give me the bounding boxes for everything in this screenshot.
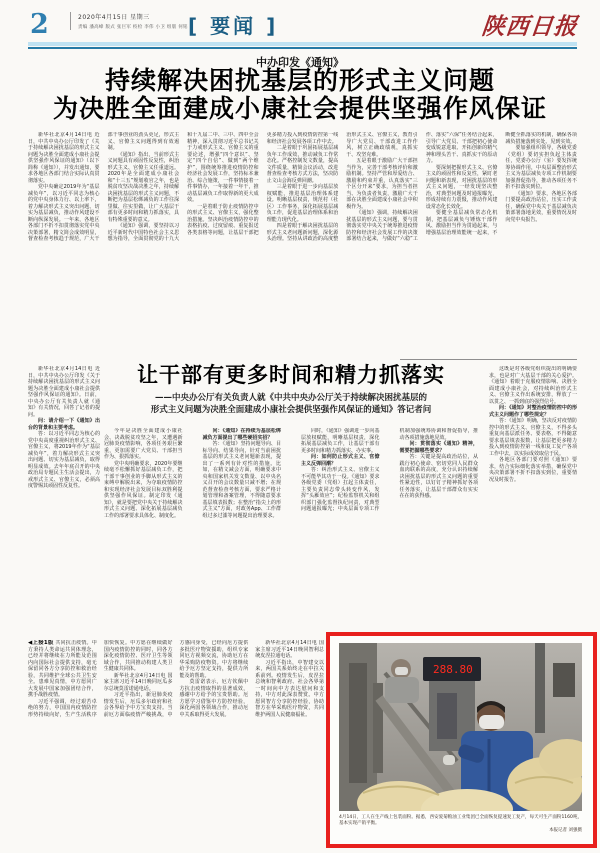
paragraph: 要深刻把握形式主义、官僚主义的顽固性和反复性，紧盯老问题和新表现，对困扰基层的形式主义问题，一经发现坚决整治，对典型问题及时通报曝光，形成持续有力震慑，推动作风建设常态化长效化。	[425, 164, 498, 210]
paragraph: 问：《通知》对整治疫情防控中的形式主义问题作了哪些规定？	[489, 405, 577, 418]
paragraph: 答：纠治形式主义、官僚主义不可能毕其功于一役。《通知》要求各级党委（党组）扛起主体责任，主要负责同志带头转变作风，发挥“头雁效应”；纪检监察机关和组织部门强化监督执纪问责，对典型问题通报曝光；中央层面专项工作机制加强统筹协调和督促指导，推动各项措施落地见效。	[301, 428, 478, 512]
paragraph: 习近平强调，经过艰苦卓绝的努力，中国国内疫情防控形势持续向好，生产生活秩序加快恢复。中方愿在继续做好国内疫情防控的同时，同各方深化疫情防控、医疗卫生等领域合作，共同推动构建人类卫生健康共同体。	[28, 640, 173, 718]
header-rule-dark	[28, 47, 577, 49]
paragraph: 新华社北京4月14日电 近日，中共中央办公厅印发了《关于持续解决困扰基层的形式主义问题为决胜全面建成小康社会提供坚强作风保证的通知》（以下简称《通知》），并发出通知，要求各地区各部门结合实际认真贯彻落实。	[28, 132, 100, 184]
article1-body	[28, 132, 577, 358]
article2-subtitle-line2: 形式主义问题为决胜全面建成小康社会提供坚强作风保证的通知》答记者问	[150, 404, 432, 415]
article2-body	[104, 428, 478, 632]
paragraph: 要健全基层减负常态化机制，把基层减负与锤炼干部作风、激励担当作为贯通起来，与增强基层治理效能统一起来，不断健全抓落实的机制，确保各项减负措施落到实处、见到实效。	[425, 132, 577, 236]
paragraph: 《通知》要求，各地区各部门要提高政治站位，压实工作责任，确保党中央关于基层减负决策部署落地见效，重要情况及时向党中央报告。	[505, 190, 577, 223]
date-line: 2020年4月15日 星期三	[78, 14, 150, 21]
continued-article-paragraphs	[28, 640, 324, 718]
paragraph: 五是着眼于激励广大干部担当作为，完善干部考核评价和激励机制。坚持严管和厚爱结合、激励和约束并重，认真落实“三个区分开来”要求，为担当者担当、为负责者负责，激励广大干部在决胜全面建成小康社会中积极作为。	[346, 158, 418, 210]
paragraph: 新华社北京4月14日电 近日，中共中央办公厅印发《关于持续解决困扰基层的形式主义问题为决胜全面建成小康社会提供坚强作风保证的通知》。日前，中央办公厅有关负责人就《通知》有关情况，回答了记者的提问。	[28, 366, 100, 418]
paragraph: 习近平指出，中智建交以来，两国关系始终走在中拉关系前列。疫情发生后，皮涅拉总统和智利政府、社会各界第一时间向中方表达慰问和支持，中方对此深表赞赏。中方愿同智方分享防控经验，协助智方在华采购医疗物资，共同维护两国人民健康福祉。	[255, 659, 324, 718]
page-number: 2	[30, 9, 49, 40]
column-divider-rule	[400, 359, 577, 360]
date-block	[70, 12, 188, 30]
paragraph: 答：《通知》坚持问题导向、目标导向、结果导向，针对当前困扰基层的形式主义老问题新表现，提出了一系列有针对性的措施。比如，在精文减会方面，明确要求中央和国家机关发文数量、以中央名义召开的会议数量只减不增；在规范督查检查考核方面，要求严格计划管理和备案管理，不得随意要求基层填表报数；在整治“指尖上的形式主义”方面，对政务App、工作群组过多过滥等问题提出治理要求。	[202, 441, 281, 519]
article2-lead-column	[28, 366, 100, 632]
paragraph: 问：贯彻落实《通知》精神，需要把握哪些要求？	[399, 441, 478, 454]
masthead-logo: 陕西日报	[480, 13, 580, 40]
article1-title-line2: 为决胜全面建成小康社会提供坚强作风保证	[52, 94, 547, 123]
paragraph: 问：请介绍一下《通知》出台的背景和主要考虑。	[28, 418, 100, 431]
paragraph: 一是着眼于防止疫情防控中的形式主义、官僚主义，强化整治措施。坚决纠治疫情防控中的表格抗疫、过度留痕、重复报送各类表格等问题，让基层干部把更多精力投入到疫情防控第一线和经济社会发展各项工作中去。	[187, 132, 339, 236]
article2-headline-block	[104, 362, 478, 416]
paragraph: 问：如何防止形式主义、官僚主义反弹回潮？	[301, 454, 380, 467]
paragraph: 答：关键是提高政治站位，从践行初心使命、密切党同人民群众血肉联系的高度，充分认识持续解决困扰基层的形式主义问题的重要性紧迫性，以钉钉子精神抓好各项任务落实，让基层干部群众有实实在在的获得感。	[399, 454, 478, 499]
continued-from-page-1-marker: ◀上接1版	[28, 640, 54, 646]
paragraph: 四是着眼于解决困扰基层的形式主义老问题新问题，深化源头治理。坚持从讲政治的高度整治形式主义、官僚主义，教育引导广大党员、干部改进工作作风，树立正确政绩观，真抓实干、攻坚克难。	[266, 132, 418, 242]
article2-subtitle	[104, 393, 478, 416]
editor-credits: 责编 潘高峰 版式 张巨军 校检 李伟 小卫 组版 何铭	[78, 25, 188, 30]
paragraph: 新华社北京4月14日电 国家主席习近平14日晚同厄瓜多尔总统莫雷诺通电话。	[103, 672, 173, 692]
paragraph: 问：《通知》在持续为基层松绑减负方面提出了哪些硬招实招？	[202, 428, 281, 441]
section-label: [ 要闻 ]	[188, 14, 279, 38]
paragraph: 答：《通知》明确，坚决反对疫情防控中的形式主义、官僚主义，不得多头重复向基层派任务、要表格，不得随意要求基层填表报数，让基层把更多精力投入到疫情防控第一线和复工复产各项工作中去，以实际成效取信于民。	[489, 418, 577, 457]
paragraph: 《通知》强调，要坚持以习近平新时代中国特色社会主义思想为指导，全面贯彻党的十九大和十九届二中、三中、四中全会精神，深入贯彻习近平总书记关于力戒形式主义、官僚主义的重要论述，增强“四个意识”、坚定“四个自信”、做到“两个维护”，围绕统筹推进疫情防控和经济社会发展工作，坚持标本兼治、综合施策，一件事情接着一件事情办，一年接着一年干，推动基层减负工作取得新的更大成效。	[107, 132, 259, 242]
news-photo	[339, 643, 582, 811]
paragraph: 党中央确定2019年为“基层减负年”，以习近平同志为核心的党中央身体力行、以上率下，着力解决形式主义突出问题、切实为基层减负，推动作风建设不断向纵深发展。一年来，各地区各部门不折不扣贯彻落实党中央决策部署，精文简会成效明显，督查检查考核趋于规范，广大干部干事创业的劲头更足，形式主义、官僚主义问题得到有效遏制。	[28, 132, 180, 242]
paragraph: 《通知》指出，当前形式主义问题具有顽固性反复性，纠治形式主义、官僚主义任重道远。2020年是全面建成小康社会和“十三五”规划收官之年，也是脱贫攻坚决战决胜之年，持续解决困扰基层的形式主义问题，不断把为基层松绑减负的工作往深里做、往实里做，让广大基层干部有更多时间和精力抓落实，具有特殊重要的意义。	[107, 151, 180, 223]
article1-kicker: 中办印发《通知》	[256, 56, 344, 69]
paragraph: 二是着眼于巩固拓展基层减负年工作成效，推动减负工作常态化。严格控制发文数量，提高文件质量，精简会议活动，改进督查检查考核方式方法，坚决防止文山会海反弹回潮。	[266, 145, 339, 184]
paragraph: 要加强组织领导，各级党委（党组）要切实担负起主体责任，党委办公厅（室）要发挥统筹协调作用，中央层面整治形式主义为基层减负专项工作机制要加强督促指导，推动各项任务不折不扣落实到位。	[505, 145, 577, 190]
article2-subtitle-line1: ——中央办公厅有关负责人就《中共中央办公厅关于持续解决困扰基层的	[154, 393, 427, 403]
led-display-value: 288.80	[433, 663, 473, 676]
paragraph: 三是着眼于进一步向基层放权赋能，推进基层治理体系建设。明晰基层权责，规范村（社区）工作事务，深化拓展基层减负工作，促进基层治理体系和治理能力现代化。	[266, 184, 339, 223]
paragraph: 莫雷诺表示，厄方钦佩中方抗击疫情取得的显著成效，感谢中方给予的宝贵帮助。厄方愿学习借鉴中方防控经验，深化两国各领域合作，推动厄中关系取得更大发展。	[179, 679, 249, 718]
header-rule-light	[28, 42, 577, 46]
photo-credit: 本报记者 刘强摄	[549, 828, 582, 833]
paragraph: 共同抗击疫情。中方秉持人类命运共同体理念，已经并将继续在力所能及范围内向国际社会提供支持，毫无保留同各方分享防控和救治经验，共同维护全球公共卫生安全。患难见真情，中方愿同广大发展中国家加强团结合作，携手战胜疫情。	[28, 640, 97, 698]
paragraph: 各地区各部门要对照《通知》要求，结合实际细化落实举措，确保党中央决策部署不折不扣落实到位，重要情况及时报告。	[489, 457, 577, 483]
paragraph: 这既是对各级党组织提出的明确要求，也是对广大基层干部的关心爱护。《通知》着眼于克服疫情影响、决胜全面建成小康社会，对持续纠治形式主义、官僚主义作出系统安排，释放了一以贯之、一抓到底的强烈信号。	[489, 366, 577, 405]
paragraph: 答：以习近平同志为核心的党中央高度重视纠治形式主义、官僚主义，将2019年作为“基层减负年”，着力解决形式主义突出问题、切实为基层减负，取得明显成效。去年年底召开的中央政治局专题民主生活会提出，力戒形式主义、官僚主义，必须高度警惕其顽固性反复性。	[28, 431, 100, 489]
paragraph: 党中央明确要求，2020年要继续毫不松懈抓好基层减负工作，把干部干事创业的手脚从形式主义的束缚中解脱出来，为夺取疫情防控和实现经济社会发展目标双胜利提供坚强作风保证。制定印发《通知》，就是要把党中央关于持续解决形式主义问题、深化拓展基层减负工作的部署要求具体化、制度化。	[104, 460, 183, 519]
article2-title: 让干部有更多时间和精力抓落实	[137, 363, 445, 387]
photo-caption: 4月14日，工人在生产线上包装面粉。据悉，西安爱菊粮油工业集团已全面恢复提速复工复产，每天可生产面粉1160吨，基本实现产销平衡。	[339, 815, 582, 826]
flour-factory-photo-illustration	[339, 643, 582, 811]
paragraph: 同时，《通知》强调进一步向基层放权赋能，明晰基层权责，深化拓展基层减负工作，让基层干部有更多时间和精力抓落实、办实事。	[301, 428, 380, 454]
paragraph: 习近平指出，新冠肺炎疫情发生后，厄瓜多尔政府和社会各界给予中方宝贵支持。当前厄方面临疫情严峻挑战，中方感同身受，已经向厄方提供多批医疗物资援助，组织专家同厄方视频交流，协助厄方在华采购防疫物资。中方将继续给予厄方坚定支持，提供力所能及的帮助。	[103, 640, 249, 718]
qa-sidebar-column	[489, 366, 577, 632]
paragraph: 《通知》强调，持续解决困扰基层的形式主义问题，要与贯彻落实党中央关于统筹推进疫情防控和经济社会发展工作的决策部署结合起来，与做好“六稳”工作、落实“六保”任务结合起来，引导广大党员、干部把初心使命变成锐意进取、开拓创新的精气神和埋头苦干、真抓实干的原动力。	[346, 132, 498, 242]
highlight-box	[326, 632, 597, 848]
paragraph: 新华社北京4月14日电 国家主席习近平14日晚同智利总统皮涅拉通电话。	[255, 640, 324, 659]
article1-title-line1: 持续解决困扰基层的形式主义问题	[104, 66, 495, 95]
paragraph: 今年是决胜全面建成小康社会、决战脱贫攻坚之年，又遭遇新冠肺炎疫情影响，各项任务艰巨繁重，更加需要广大党员、干部担当作为、狠抓落实。	[104, 428, 183, 460]
continued-article	[28, 640, 324, 848]
